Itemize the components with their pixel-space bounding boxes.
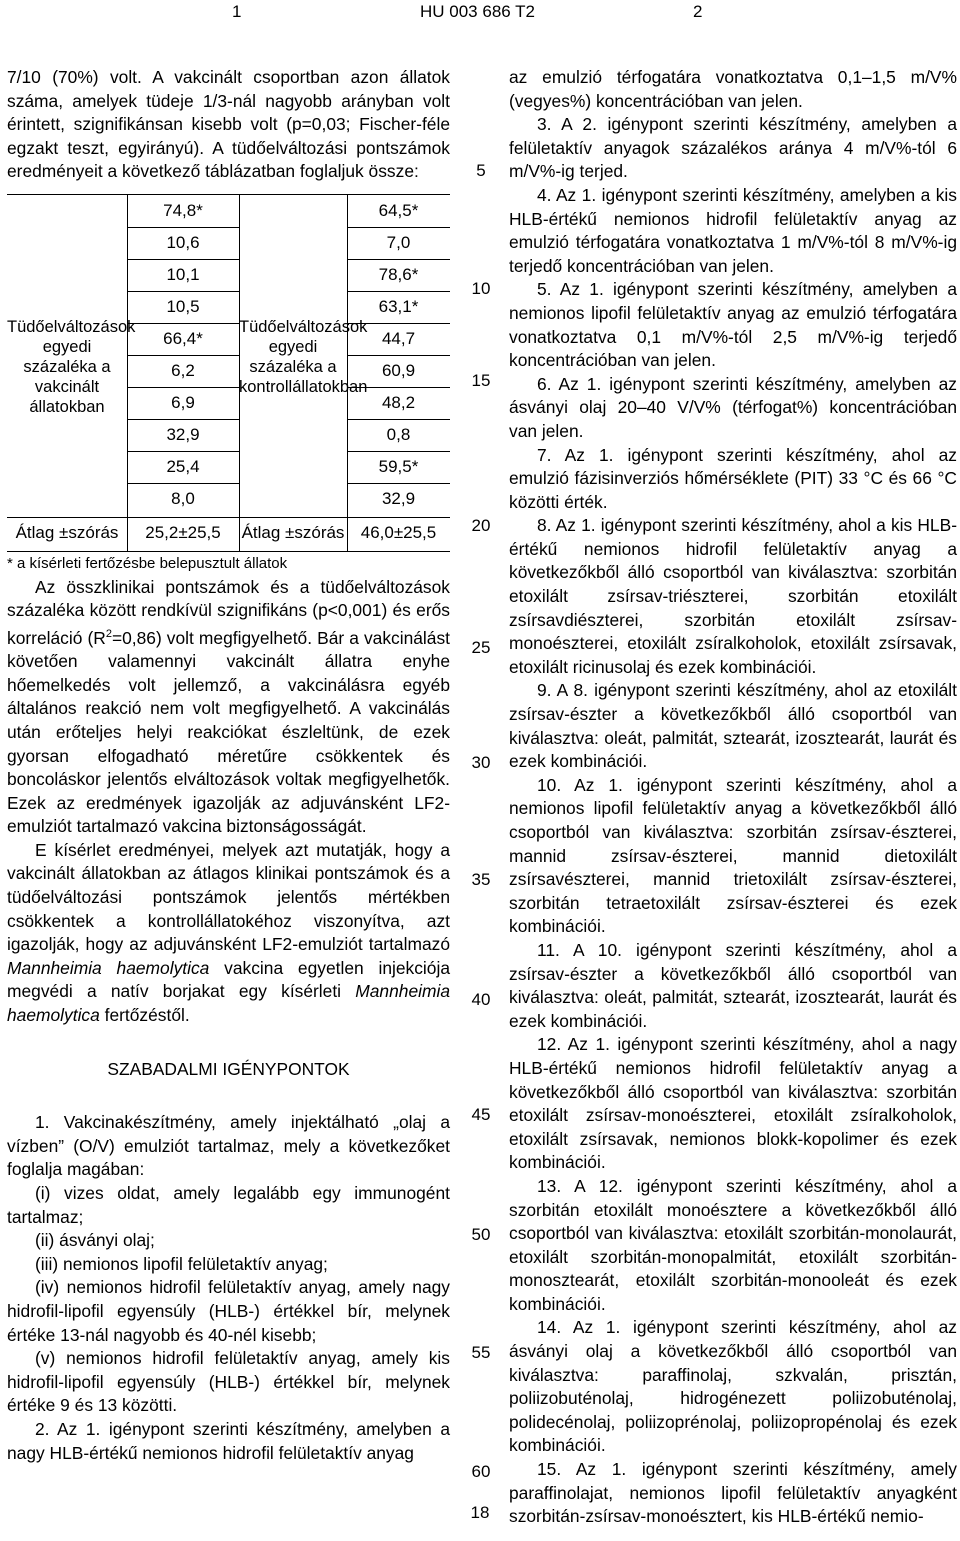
page-header (0, 0, 960, 24)
line-number: 5 (476, 161, 486, 180)
claim-4: 4. Az 1. igénypont szerinti készítmény, amelyben a kis HLB-értékű nemionos hidrofil felületaktív anyag az emulzió térfogatára vonatkoztatva 1 m/V%-tól 8 m/V%-ig terjedő koncentrációban van jelen. (509, 184, 957, 276)
claim-15: 15. Az 1. igénypont szerinti készítmény, amely paraffinolajat, nemionos lipofil felületaktív anyagként szorbitán-zsírsav-monoésztert, kis HLB-értékű nemio- (509, 1459, 957, 1527)
vaccinated-value-cell: 10,6 (166, 232, 200, 252)
control-value-cell: 59,5* (378, 456, 419, 476)
claim-1-item-iii: (iii) nemionos lipofil felületaktív anyag; (35, 1253, 328, 1274)
table-row-line (347, 227, 450, 228)
vaccinated-value-cell: 6,2 (171, 360, 195, 380)
table-row-line (127, 419, 239, 420)
line-number: 25 (471, 638, 491, 657)
line-number: 10 (471, 279, 491, 298)
table-row-line (127, 355, 239, 356)
line-number: 50 (471, 1225, 491, 1244)
table-row-line (127, 227, 239, 228)
results-table (7, 194, 450, 552)
claim-1: 1. Vakcinakészítmény, amely injektálható „olaj a vízben” (O/V) emulziót tartalmaz, mely a következőket foglalja magában: (7, 1112, 450, 1180)
claim-14: 14. Az 1. igénypont szerinti készítmény, ahol az ásványi olaj a következőkből álló csoportból van kiválasztva: paraffinolaj, szkvalán, prisztán, poliizobuténolaj, hidrogénezett poliizobuténolaj, polidecénolaj, poliizoprénolaj, poliizopropénolaj és ezek kombinációi. (509, 1317, 957, 1456)
table-mean-separator (7, 517, 450, 518)
control-value-cell: 48,2 (381, 392, 416, 412)
line-number: 20 (471, 516, 491, 535)
vaccinated-mean-label: Átlag ±szórás (15, 522, 119, 542)
claim-8: 8. Az 1. igénypont szerinti készítmény, ahol a kis HLB-értékű nemionos hidrofil felületaktív anyag a következőkből álló csoportból van kiválasztva: szorbitán etoxilált zsírsav-triészterei, szorbitán etoxilált zsírsavdiészterei, szorbitán etoxilált zsírsav-monoészterei, etoxilált zsíralkoholok, etoxilált zsírsavak, etoxilált ricinusolaj és ezek kombinációi. (509, 515, 957, 677)
header-right-number: 2 (693, 2, 703, 21)
table-row-line (347, 483, 450, 484)
vaccinated-value-cell: 10,5 (166, 296, 200, 316)
intro-paragraph: 7/10 (70%) volt. A vakcinált csoportban azon állatok száma, amelyek tüdeje 1/3-nál nagyobb arányban volt érintett, szignifikánsan kisebb volt (p=0,03; Fischer-féle egzakt teszt, egyirányú). A tüdőelváltozási pontszámok eredményeit a következő táblázatban foglaljuk össze: (7, 67, 450, 182)
vaccinated-value-cell: 74,8* (163, 200, 203, 220)
table-row-line (347, 291, 450, 292)
control-value-cell: 7,0 (386, 232, 411, 252)
table-row-line (127, 259, 239, 260)
claim-13: 13. A 12. igénypont szerinti készítmény, ahol a szorbitán etoxilált monoésztere a következőkből álló csoportból van kiválasztva: etoxilált szorbitán-monolaurát, etoxilált szorbitán-monopalmitát, etoxilált szorbitán-monosztearát, etoxilált szorbitán-monooleát és ezek kombinációi. (509, 1175, 957, 1314)
table-row-line (127, 291, 239, 292)
species-name: Mannheimia haemolytica (7, 957, 210, 978)
line-number: 40 (471, 990, 491, 1009)
vaccinated-value-cell: 8,0 (171, 488, 195, 508)
table-row-line (347, 355, 450, 356)
table-row-line (347, 451, 450, 452)
line-number: 35 (471, 870, 491, 889)
table-row-line (127, 483, 239, 484)
table-row-line (347, 419, 450, 420)
conclusion-paragraph (7, 839, 450, 1028)
claim-9: 9. A 8. igénypont szerinti készítmény, ahol az etoxilált zsírsav-észter a következőkből álló csoportból van kiválasztva: oleát, palmitát, sztearát, izosztearát, laurát és ezek kombinációi. (509, 680, 957, 772)
control-value-cell: 78,6* (378, 264, 419, 284)
claim-10: 10. Az 1. igénypont szerinti készítmény, ahol a nemionos lipofil felületaktív anyag a következőkből álló csoportból van kiválasztva: szorbitán zsírsav-észterei, mannid zsírsav-észterei, mannid dietoxilált zsírsavészterei, mannid trietoxilált zsírsav-észterei, szorbitán tetraetoxilált zsírsav-észterei és ezek kombinációi. (509, 774, 957, 937)
control-value-cell: 32,9 (381, 488, 416, 508)
para2-text-b: vakcina egyetlen injekciója megvédi a natív borjakat egy kísérleti (7, 957, 451, 1002)
control-value-cell: 60,9 (381, 360, 416, 380)
vaccinated-value-cell: 25,4 (166, 456, 200, 476)
claim-1-item-v: (v) nemionos hidrofil felületaktív anyag, amely kis hidrofil-lipofil egyensúly (HLB-) értékkel bír, melynek értéke 9 és 13 közötti. (7, 1348, 450, 1416)
table-footnote: * a kísérleti fertőzésbe belepusztult állatok (7, 554, 288, 572)
line-number: 15 (471, 371, 491, 390)
table-row-line (127, 387, 239, 388)
left-column (7, 66, 450, 1465)
para1-text-b: =0,86) volt megfigyelhető. Bár a vakcinálást követően valamennyi vakcinált állatra enyhe hőemelkedés volt jellemző, a vakcinálásra egyéb általános reakció nem volt megfigyelhető. A vakcinálás után erőteljes helyi reakciókat észleltünk, de ezek gyorsan elfogadható méretűre csökkentek és boncoláskor jelentős elváltozások voltak megfigyelhetők. Ezek az eredmények igazolják az adjuvánsként LF2-emulziót tartalmazó vakcina biztonságosságát. (7, 627, 450, 837)
line-number: 55 (471, 1343, 491, 1362)
table-row-line (127, 323, 239, 324)
right-column (509, 66, 957, 1529)
control-mean-value: 46,0±25,5 (360, 522, 437, 542)
control-value-cell: 64,5* (378, 200, 419, 220)
table-row-line (127, 451, 239, 452)
control-label: Tüdőelváltozások egyedi százaléka a kontrollállatokban (239, 317, 368, 396)
control-value-cell: 63,1* (378, 296, 419, 316)
control-value-cell: 0,8 (386, 424, 411, 444)
line-number: 45 (471, 1105, 491, 1124)
claim-7: 7. Az 1. igénypont szerinti készítmény, ahol az emulzió fázisinverziós hőmérséklete (PIT) 33 °C és 66 °C közötti érték. (509, 444, 957, 512)
control-mean-label: Átlag ±szórás (241, 522, 345, 542)
control-value-cell: 44,7 (381, 328, 416, 348)
para2-text-a: E kísérlet eredményei, melyek azt mutatják, hogy a vakcinált állatokban az átlagos klinikai pontszámok és a tüdőelváltozási pontszámok jelentős mértékben csökkentek a kontrollállatokéhoz viszonyítva, azt igazolják, hogy az adjuvánsként LF2-emulziót tartalmazó (7, 839, 450, 955)
page-number: 18 (470, 1503, 490, 1522)
claim-3: 3. A 2. igénypont szerinti készítmény, amelyben a felületaktív anyagok százalékos aránya 4 m/V%-tól 6 m/V%-ig terjed. (509, 114, 957, 182)
claim-11: 11. A 10. igénypont szerinti készítmény, ahol a zsírsav-észter a következőkből álló csoportból van kiválasztva: oleát, palmitát, sztearát, izosztearát, laurát és ezek kombinációi. (509, 939, 957, 1031)
claim-1-item-i: (i) vizes oldat, amely legalább egy immunogént tartalmaz; (7, 1183, 450, 1227)
table-row-line (347, 259, 450, 260)
line-number: 60 (471, 1462, 491, 1481)
claim-5: 5. Az 1. igénypont szerinti készítmény, amelyben a nemionos lipofil felületaktív anyag az emulzió térfogatára vonatkoztatva 0,1 m/V%-tól 2,5 m/V%-ig terjedő koncentrációban van jelen. (509, 279, 957, 371)
claim-12: 12. Az 1. igénypont szerinti készítmény, ahol a nagy HLB-értékű nemionos hidrofil felületaktív anyag a következőkből álló csoportból van kiválasztva: szorbitán etoxilált zsírsav-monoészterei, etoxilált zsíralkoholok, etoxilált zsírsavak, nemionos blokk-kopolimer és ezek kombinációi. (509, 1034, 957, 1173)
claim-2-continued: az emulzió térfogatára vonatkoztatva 0,1–1,5 m/V% (vegyes%) koncentrációban van jelen. (509, 67, 957, 111)
vaccinated-value-cell: 66,4* (163, 328, 203, 348)
section-title: SZABADALMI IGÉNYPONTOK (107, 1058, 350, 1079)
line-number: 30 (471, 753, 491, 772)
para1-text-a: Az összklinikai pontszámok és a tüdőelváltozások százaléka között rendkívül szignifikáns (p<0,001) és erős korreláció (R (7, 576, 450, 648)
vaccinated-label: Tüdőelváltozások egyedi százaléka a vakcinált állatokban (7, 317, 136, 416)
vaccinated-value-cell: 32,9 (166, 424, 200, 444)
superscript: 2 (105, 627, 112, 640)
species-name: Mannheimia haemolytica (7, 981, 450, 1026)
header-left-number: 1 (232, 2, 242, 21)
correlation-paragraph (7, 576, 450, 839)
claim-1-item-iv: (iv) nemionos hidrofil felületaktív anyag, amely nagy hidrofil-lipofil egyensúly (HLB-) értékkel bír, melynek értéke 13-nál nagyobb és 40-nél kisebb; (7, 1277, 450, 1345)
claim-2: 2. Az 1. igénypont szerinti készítmény, amelyben a nagy HLB-értékű nemionos hidrofil felületaktív anyag (7, 1418, 450, 1463)
vaccinated-value-cell: 10,1 (166, 264, 200, 284)
header-patent-number: HU 003 686 T2 (420, 2, 535, 21)
vaccinated-value-cell: 6,9 (171, 392, 195, 412)
para2-text-c: fertőzéstől. (99, 1005, 190, 1026)
vaccinated-mean-value: 25,2±25,5 (145, 522, 221, 542)
claim-6: 6. Az 1. igénypont szerinti készítmény, amelyben az ásványi olaj 20–40 V/V% (térfogat%) koncentrációban van jelen. (509, 373, 957, 441)
claim-1-item-ii: (ii) ásványi olaj; (35, 1230, 155, 1251)
